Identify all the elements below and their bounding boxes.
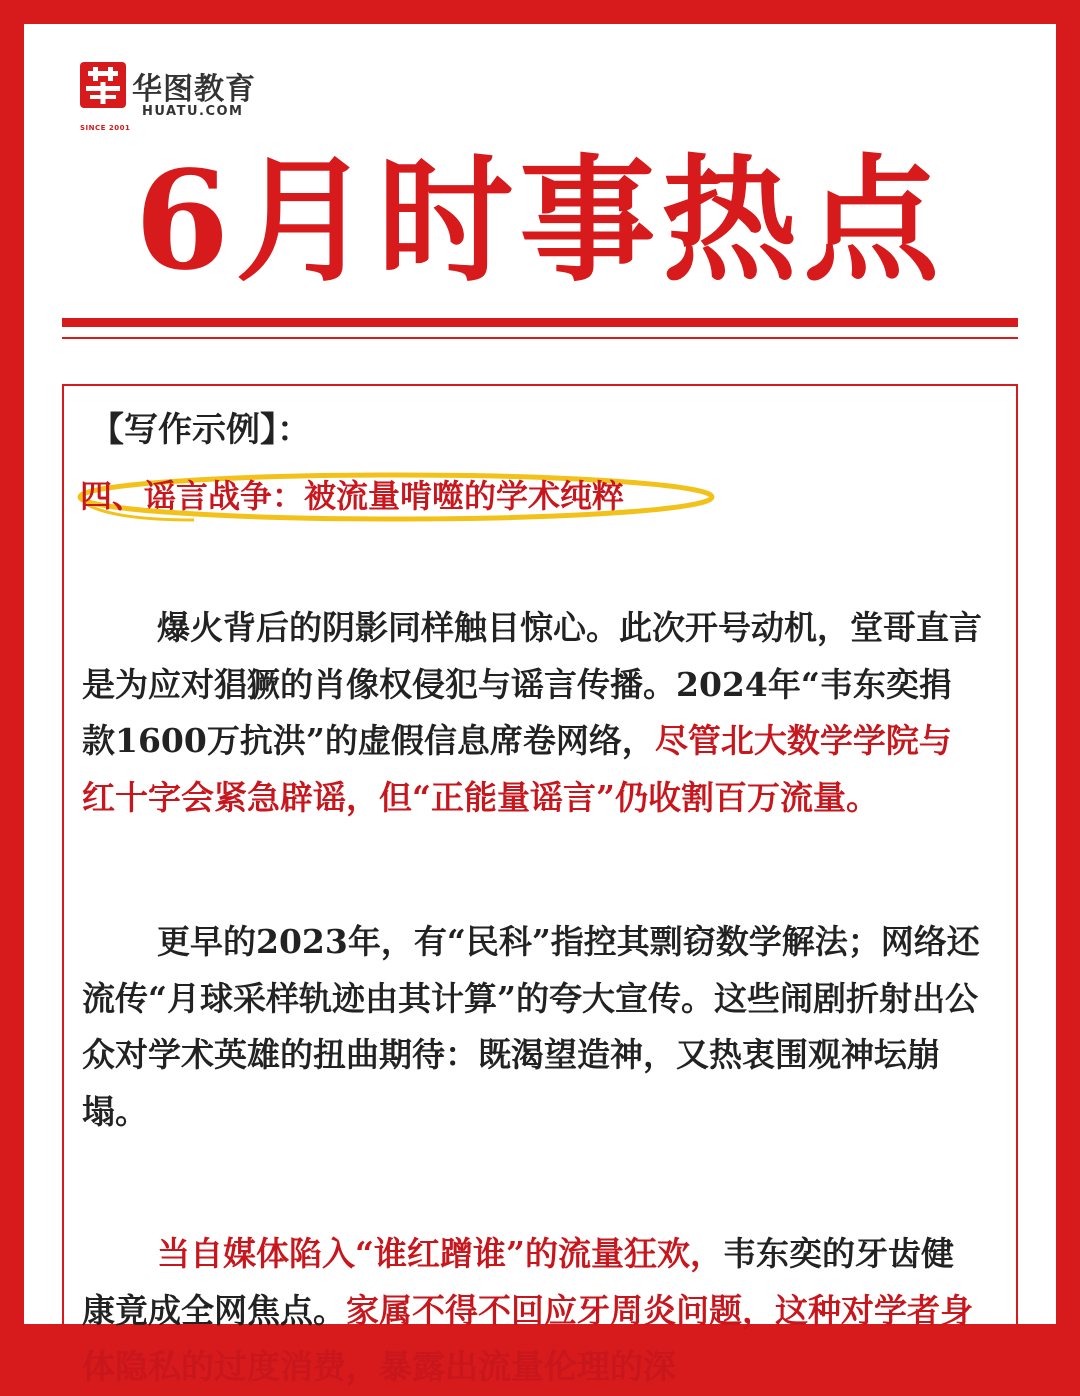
- section-title: 四、谣言战争：被流量啃噬的学术纯粹: [80, 477, 625, 515]
- headline: 6月时事热点: [134, 141, 946, 301]
- logo-name-en: HUATU.COM: [142, 104, 244, 119]
- paragraph-3: [82, 1226, 982, 1396]
- paragraph-2-text: 更早的2023年，有“民科”指控其剽窃数学解法；网络还流传“月球采样轨迹由其计算”的夸大宣传。这些闹剧折射出公众对学术英雄的扭曲期待：既渴望造神，又热衷围观神坛崩塌。: [82, 922, 980, 1131]
- paragraph-1-emphasis: 尽管北大数学学院与红十字会紧急辟谣，但“正能量谣言”仍收割百万流量。: [82, 721, 952, 817]
- content-box: [62, 384, 1018, 1386]
- huatu-logo: [80, 62, 310, 142]
- logo-since-text: SINCE 2001: [80, 124, 131, 132]
- paragraph-1-text: 爆火背后的阴影同样触目惊心。此次开号动机，堂哥直言是为应对猖獗的肖像权侵犯与谣言传播。2024年“韦东奕捐款1600万抗洪”的虚假信息席卷网络，: [82, 608, 982, 760]
- logo-name-cn: 华图教育: [132, 72, 256, 107]
- divider-thick: [62, 318, 1018, 327]
- divider-thin: [62, 337, 1018, 339]
- huatu-logo-icon: [80, 62, 126, 122]
- section-title-highlight: [74, 468, 724, 528]
- paragraph-3-emphasis-b: 家属不得不回应牙周炎问题，这种对学者身体隐私的过度消费，暴露出流量伦理的深: [82, 1290, 973, 1386]
- paragraph-3-text: 韦东奕的牙齿健康竟成全网焦点。: [82, 1234, 954, 1330]
- example-label: 【写作示例】：: [90, 410, 311, 450]
- paragraph-1: [82, 600, 982, 826]
- poster-page: [24, 24, 1056, 1386]
- paragraph-2: [82, 914, 982, 1140]
- paragraph-3-emphasis-a: 当自媒体陷入“谁红蹭谁”的流量狂欢，: [157, 1234, 723, 1273]
